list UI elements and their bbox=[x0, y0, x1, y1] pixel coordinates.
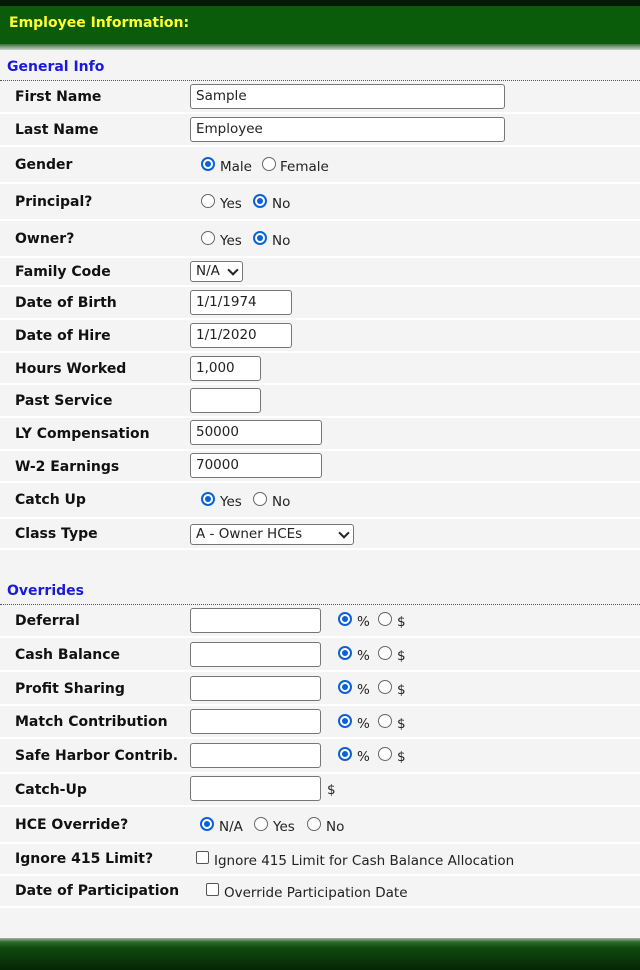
cash-balance-row bbox=[0, 638, 640, 672]
hours-input[interactable]: 1,000 bbox=[190, 356, 261, 381]
catch-up-yes-radio[interactable] bbox=[201, 492, 215, 506]
deferral-percent-radio[interactable] bbox=[338, 612, 352, 626]
safe-harbor-percent-radio[interactable] bbox=[338, 747, 352, 761]
ignore-415-checkbox[interactable] bbox=[196, 851, 209, 864]
participation-checkbox[interactable] bbox=[206, 883, 219, 896]
form-panel bbox=[0, 50, 640, 938]
safe-harbor-label: Safe Harbor Contrib. bbox=[15, 748, 179, 764]
owner-row bbox=[0, 221, 640, 258]
catchup-override-label: Catch-Up bbox=[15, 782, 87, 798]
dob-label: Date of Birth bbox=[15, 295, 117, 311]
ly-comp-input[interactable]: 50000 bbox=[190, 420, 322, 445]
hce-yes-radio[interactable] bbox=[254, 817, 268, 831]
catchup-dollar-label: $ bbox=[327, 782, 336, 798]
first-name-label: First Name bbox=[15, 89, 102, 105]
match-label: Match Contribution bbox=[15, 714, 168, 730]
dob-input[interactable]: 1/1/1974 bbox=[190, 290, 292, 315]
profit-sharing-dollar-label: $ bbox=[397, 682, 406, 698]
match-percent-radio[interactable] bbox=[338, 714, 352, 728]
last-name-label: Last Name bbox=[15, 122, 99, 138]
past-service-label: Past Service bbox=[15, 393, 113, 409]
safe-harbor-row bbox=[0, 739, 640, 774]
gender-row bbox=[0, 147, 640, 184]
participation-row bbox=[0, 876, 640, 908]
chevron-down-icon bbox=[227, 264, 238, 275]
class-type-row bbox=[0, 519, 640, 550]
gender-male-radio[interactable] bbox=[201, 157, 215, 171]
match-dollar-radio[interactable] bbox=[378, 714, 392, 728]
w2-label: W-2 Earnings bbox=[15, 459, 120, 475]
bottom-band bbox=[0, 938, 640, 970]
owner-yes-label: Yes bbox=[220, 233, 242, 249]
profit-sharing-dollar-radio[interactable] bbox=[378, 680, 392, 694]
principal-yes-label: Yes bbox=[220, 196, 242, 212]
participation-label: Date of Participation bbox=[15, 883, 180, 899]
last-name-input[interactable]: Employee bbox=[190, 117, 505, 142]
cash-balance-dollar-radio[interactable] bbox=[378, 646, 392, 660]
ignore-415-checkbox-label: Ignore 415 Limit for Cash Balance Allocation bbox=[214, 853, 515, 869]
class-type-select[interactable] bbox=[190, 524, 354, 545]
class-type-value: A - Owner HCEs bbox=[196, 526, 303, 542]
hce-override-label: HCE Override? bbox=[15, 817, 129, 833]
deferral-dollar-label: $ bbox=[397, 614, 406, 630]
catch-up-no-label: No bbox=[272, 494, 291, 510]
profit-sharing-row bbox=[0, 672, 640, 706]
deferral-percent-label: % bbox=[357, 614, 370, 630]
doh-row bbox=[0, 320, 640, 353]
participation-checkbox-label: Override Participation Date bbox=[224, 885, 408, 901]
owner-no-radio[interactable] bbox=[253, 231, 267, 245]
family-code-select[interactable] bbox=[190, 261, 243, 282]
owner-no-label: No bbox=[272, 233, 291, 249]
safe-harbor-percent-label: % bbox=[357, 749, 370, 765]
hce-override-row bbox=[0, 807, 640, 844]
cash-balance-input[interactable] bbox=[190, 642, 321, 667]
deferral-dollar-radio[interactable] bbox=[378, 612, 392, 626]
match-input[interactable] bbox=[190, 709, 321, 734]
gender-female-label: Female bbox=[280, 159, 329, 175]
ly-comp-label: LY Compensation bbox=[15, 426, 150, 442]
page-header bbox=[0, 6, 640, 44]
hce-yes-label: Yes bbox=[273, 819, 295, 835]
hce-no-radio[interactable] bbox=[307, 817, 321, 831]
past-service-input[interactable] bbox=[190, 388, 261, 413]
hours-label: Hours Worked bbox=[15, 361, 127, 377]
catch-up-no-radio[interactable] bbox=[253, 492, 267, 506]
safe-harbor-dollar-label: $ bbox=[397, 749, 406, 765]
first-name-row bbox=[0, 81, 640, 114]
gender-label: Gender bbox=[15, 157, 73, 173]
catch-up-yes-label: Yes bbox=[220, 494, 242, 510]
doh-input[interactable]: 1/1/2020 bbox=[190, 323, 292, 348]
catch-up-row bbox=[0, 483, 640, 519]
family-code-label: Family Code bbox=[15, 264, 111, 280]
profit-sharing-percent-label: % bbox=[357, 682, 370, 698]
match-dollar-label: $ bbox=[397, 716, 406, 732]
cash-balance-label: Cash Balance bbox=[15, 647, 121, 663]
ly-comp-row bbox=[0, 418, 640, 451]
hce-no-label: No bbox=[326, 819, 345, 835]
general-info-title: General Info bbox=[7, 59, 105, 75]
principal-label: Principal? bbox=[15, 194, 93, 210]
doh-label: Date of Hire bbox=[15, 328, 111, 344]
hce-na-label: N/A bbox=[219, 819, 243, 835]
profit-sharing-percent-radio[interactable] bbox=[338, 680, 352, 694]
principal-no-label: No bbox=[272, 196, 291, 212]
family-code-value: N/A bbox=[196, 263, 220, 279]
deferral-input[interactable] bbox=[190, 608, 321, 633]
ignore-415-row bbox=[0, 844, 640, 876]
owner-yes-radio[interactable] bbox=[201, 231, 215, 245]
owner-label: Owner? bbox=[15, 231, 75, 247]
match-percent-label: % bbox=[357, 716, 370, 732]
overrides-title: Overrides bbox=[7, 583, 84, 599]
w2-input[interactable]: 70000 bbox=[190, 453, 322, 478]
deferral-row bbox=[0, 605, 640, 638]
gender-male-label: Male bbox=[220, 159, 252, 175]
catchup-override-row bbox=[0, 774, 640, 807]
hours-row bbox=[0, 353, 640, 385]
hce-na-radio[interactable] bbox=[200, 817, 214, 831]
header-title: Employee Information: bbox=[9, 15, 190, 31]
match-row bbox=[0, 706, 640, 739]
principal-no-radio[interactable] bbox=[253, 194, 267, 208]
safe-harbor-dollar-radio[interactable] bbox=[378, 747, 392, 761]
ignore-415-label: Ignore 415 Limit? bbox=[15, 851, 154, 867]
principal-yes-radio[interactable] bbox=[201, 194, 215, 208]
family-code-row bbox=[0, 258, 640, 287]
safe-harbor-input[interactable] bbox=[190, 743, 321, 768]
catchup-override-input[interactable] bbox=[190, 776, 321, 801]
chevron-down-icon bbox=[338, 527, 349, 538]
cash-balance-dollar-label: $ bbox=[397, 648, 406, 664]
dob-row bbox=[0, 287, 640, 320]
past-service-row bbox=[0, 385, 640, 418]
cash-balance-percent-label: % bbox=[357, 648, 370, 664]
deferral-label: Deferral bbox=[15, 613, 80, 629]
class-type-label: Class Type bbox=[15, 526, 98, 542]
first-name-input[interactable]: Sample bbox=[190, 84, 505, 109]
profit-sharing-input[interactable] bbox=[190, 676, 321, 701]
principal-row bbox=[0, 184, 640, 221]
catch-up-label: Catch Up bbox=[15, 492, 86, 508]
w2-row bbox=[0, 451, 640, 483]
cash-balance-percent-radio[interactable] bbox=[338, 646, 352, 660]
profit-sharing-label: Profit Sharing bbox=[15, 681, 125, 697]
last-name-row bbox=[0, 114, 640, 147]
gender-female-radio[interactable] bbox=[262, 157, 276, 171]
